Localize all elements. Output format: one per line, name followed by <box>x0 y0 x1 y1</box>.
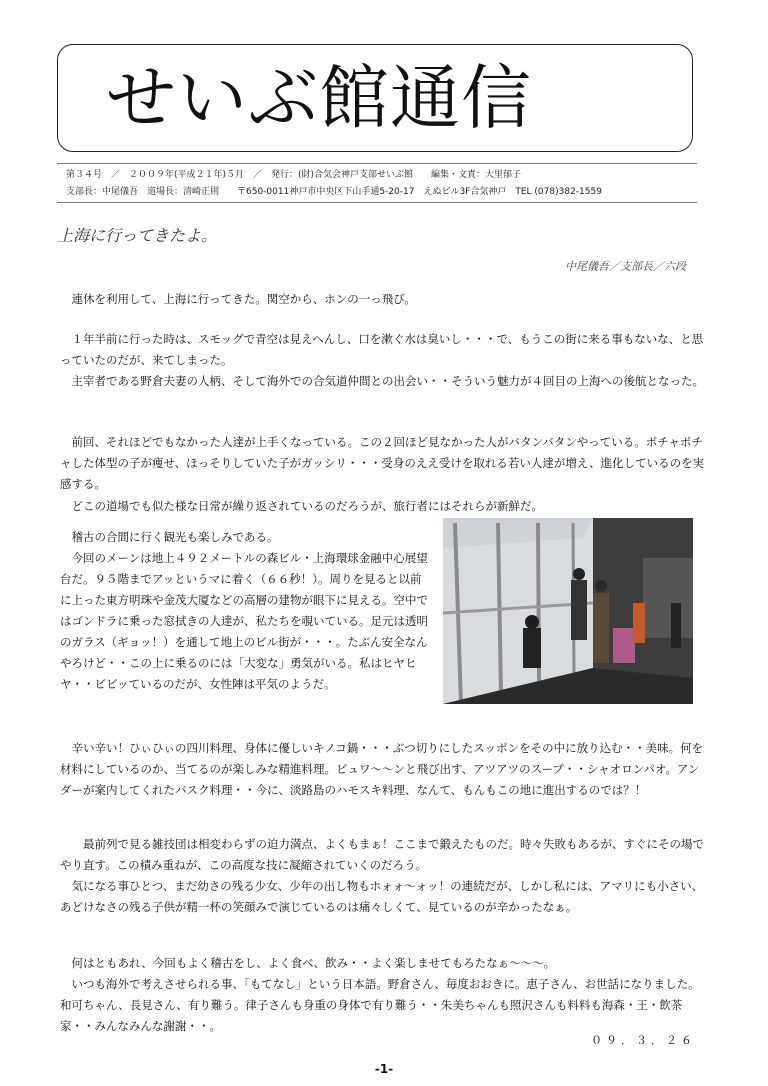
paragraph: 最前列で見る雑技団は相変わらずの迫力満点、よくもまぁ！ここまで鍛えたものだ。時々失敗もあるが、すぐにその場でやり直す。この積み重ねが、この高度な技に凝縮されていくのだろう。 <box>60 837 704 872</box>
article-date: ０９．３．２６ <box>591 1034 696 1047</box>
masthead-title: せいぶ館通信 <box>106 57 532 139</box>
article-byline: 中尾儀吾／支部長／六段 <box>565 260 686 273</box>
paragraph: 連休を利用して、上海に行ってきた。関空から、ホンの一っ飛び。 <box>60 292 416 306</box>
paragraph: いつも海外で考えさせられる事、「もてなし」という日本語。野倉さん、毎度おおきに。恵子さん、お世話になりました。和可ちゃん、長見さん、有り難う。律子さんも身重の身体で有り難う・・朱美ちゃんも照沢さんも料料も海森・王・飲茶家・・みんなみんな謝謝・・。 <box>60 977 700 1033</box>
paragraph: 稽古の合間に行く観光も楽しみである。 <box>60 530 279 544</box>
article-title: 上海に行ってきたよ。 <box>57 226 218 245</box>
paragraph: １年半前に行った時は、スモッグで青空は見えへんし、口を漱ぐ水は臭いし・・・で、もうこの街に来る事もないな、と思っていたのだが、来てしまった。 <box>60 332 704 367</box>
paragraph: 今回のメーンは地上４９２メートルの森ビル・上海環球金融中心展望台だ。９５階までアッというマに着く（６６秒！）。周りを見ると以前に上った東方明珠や金茂大厦などの高層の建物が眼下に見える。空中ではゴンドラに乗った窓拭きの人達が、私たちを覗いている。足元は透明のガラス（ギョッ！）を通して地上のビル街が・・・。たぶん安全なんやろけど・・この上に乗るのには「大変な」勇気がいる。私はヒヤヒヤ・・ビビッているのだが、女性陣は平気のようだ。 <box>60 551 428 691</box>
paragraph: 前回、それほどでもなかった人達が上手くなっている。この２回ほど見なかった人がバタンバタンやっている。ポチャポチャした体型の子が痩せ、ほっそりしていた子がガッシリ・・・受身のええ受けを取れる若い人達が増え、進化しているのを実感する。 <box>60 435 705 491</box>
paragraph: 気になる事ひとつ、まだ幼さの残る少女、少年の出し物もホォォ～ォッ！の連続だが、しかし私には、アマリにも小さい、あどけなさの残る子供が精一杯の笑顔みで演じているのは痛々しくて、見ているのが辛かったなぁ。 <box>60 879 704 914</box>
paragraph: 主宰者である野倉夫妻の人柄、そして海外での合気道仲間との出会い・・そういう魅力が４回目の上海への後航となった。 <box>60 374 704 388</box>
issue-info: 第３４号 ／ ２００９年(平成２１年)５月 ／ 発行：(財)合気会神戸支部せいぶ館 編集・文責：大里郁子 <box>66 170 522 180</box>
paragraph: どこの道場でも似た様な日常が繰り返されているのだろうが、旅行者にはそれらが新鮮だ。 <box>60 499 543 513</box>
observation-deck-photo <box>443 518 693 704</box>
paragraph: 何はともあれ、今回もよく稽古をし、よく食べ、飲み・・よく楽しませてもろたなぁ～～～。 <box>60 956 556 970</box>
masthead-box <box>57 44 693 152</box>
header-rule-bottom <box>57 202 697 203</box>
page-number: -1- <box>374 1062 394 1076</box>
header-rule-top <box>57 163 697 164</box>
contact-info: 支部長：中尾儀吾 道場長：清崎正則 〒650-0011神戸市中央区下山手通5-20-17 えぬビル3F合気神戸 TEL (078)382-1559 <box>66 187 602 197</box>
paragraph: 辛い辛い！ひぃひぃの四川料理、身体に優しいキノコ鍋・・・ぶつ切りにしたスッポンをその中に放り込む・・美味。何を材料にしているのか、当てるのが楽しみな精進料理。ピュワ～～ンと飛び出す、アツアツのスープ・・シャオロンパオ。アンダーが案内してくれたバスク料理・・今に、淡路島のハモスキ料理、なんて、もんもこの地に進出するのでは？！ <box>60 741 704 797</box>
